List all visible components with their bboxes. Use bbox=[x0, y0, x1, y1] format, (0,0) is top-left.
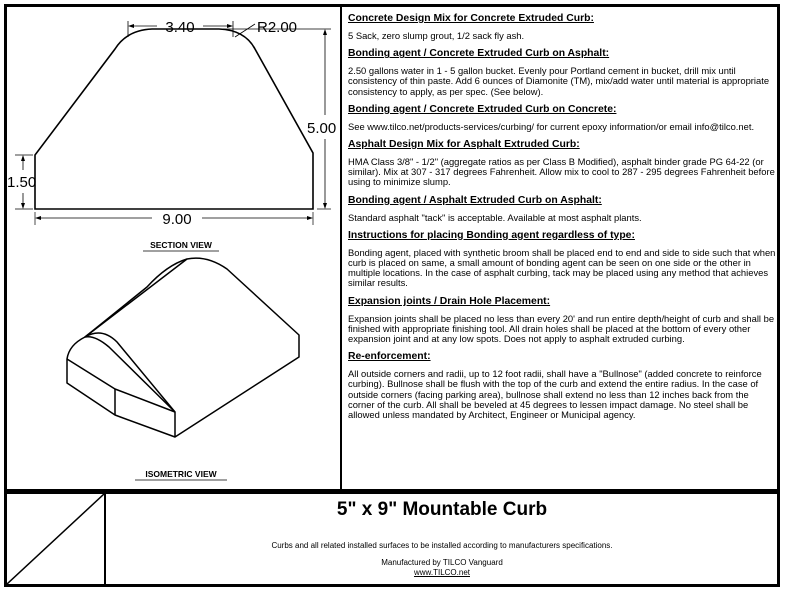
spec-heading: Concrete Design Mix for Concrete Extruded Curb: bbox=[348, 13, 594, 24]
spec-section bbox=[348, 13, 776, 41]
install-note: Curbs and all related installed surfaces to be installed according to manufacturers specifications. bbox=[271, 541, 613, 550]
isometric-curb bbox=[67, 258, 299, 437]
spec-body: Bonding agent, placed with synthetic broom shall be placed end to end and side to side such that when curb is placed on same, a small amount of bonding agent can be seen on one side or the other in multiple locations. In the case of asphalt curbing, tack may be placed using any method that achieves similar results. bbox=[348, 246, 776, 289]
manufacturer: Manufactured by TILCO Vanguard bbox=[381, 558, 503, 567]
spec-section bbox=[348, 139, 776, 188]
spec-heading: Re-enforcement: bbox=[348, 351, 431, 363]
drawing-title: 5" x 9" Mountable Curb bbox=[336, 499, 548, 520]
spec-section bbox=[348, 104, 776, 132]
spec-section bbox=[348, 230, 776, 289]
spec-body: 5 Sack, zero slump grout, 1/2 sack fly ash. bbox=[348, 30, 525, 41]
title-block bbox=[7, 494, 777, 584]
spec-heading: Bonding agent / Asphalt Extruded Curb on Asphalt: bbox=[348, 194, 602, 206]
spec-body: See www.tilco.net/products-services/curbing/ for current epoxy information/or email info@tilco.net. bbox=[348, 120, 755, 132]
vertical-divider bbox=[340, 7, 342, 489]
isometric-view-label: ISOMETRIC VIEW bbox=[145, 469, 217, 479]
dim-side-height: 1.50 bbox=[7, 174, 37, 191]
spec-heading: Bonding agent / Concrete Extruded Curb on Concrete: bbox=[348, 103, 617, 115]
section-view-label: SECTION VIEW bbox=[150, 240, 212, 250]
spec-section bbox=[348, 195, 776, 223]
spec-heading: Bonding agent / Concrete Extruded Curb on Asphalt: bbox=[348, 48, 610, 60]
section-profile bbox=[35, 29, 313, 209]
dim-radius: R2.00 bbox=[257, 19, 298, 36]
spec-body: 2.50 gallons water in 1 - 5 gallon bucket. Evenly pour Portland cement in bucket, drill mix until consistency of thin paste. Add 6 ounces of Diamonite (TM), mix/add water until material is appropriate consistency to apply, as per spec. (See below). bbox=[348, 65, 770, 97]
diagonal-line bbox=[7, 494, 104, 584]
website-link[interactable]: www.TILCO.net bbox=[413, 568, 470, 577]
spec-heading: Expansion joints / Drain Hole Placement: bbox=[348, 295, 551, 307]
spec-section bbox=[348, 296, 776, 345]
spec-section bbox=[348, 48, 776, 97]
spec-body: HMA Class 3/8" - 1/2" (aggregate ratios as per Class B Modified), asphalt binder grade PG 64-22 (or similar). Mix at 307 - 317 degrees Fahrenheit. Allow mix to cool to 287 - 295 degrees Fahrenheit before using to minimize slump. bbox=[348, 156, 775, 188]
spec-heading: Asphalt Design Mix for Asphalt Extruded Curb: bbox=[348, 139, 580, 151]
dim-height: 5.00 bbox=[307, 120, 337, 137]
curb-drawing bbox=[7, 7, 340, 489]
title-block-diagonal-cell bbox=[7, 494, 106, 584]
spec-body: All outside corners and radii, up to 12 foot radii, shall have a "Bullnose" (added concrete to reinforce curbing). Bullnose shall be flush with the top of the curb and extend the entire radius. In the case of outside corners (facing parking area), bullnose shall extend no less than 12 inches back from the corner of the curb. All shall be beveled at 45 degrees to lessen impact damage. No steel shall be allowed unless mandated by Architect, Engineer or Municipal agency. bbox=[348, 368, 762, 421]
drawing-sheet bbox=[4, 4, 780, 587]
spec-body: Expansion joints shall be placed no less than every 20' and run entire depth/height of curb and shall be finished with appropriate finishing tool. All drain holes shall be placed at the bottom of every other expansion joint and at any low spots. Does not apply to asphalt extruded curbing. bbox=[348, 312, 775, 345]
dim-top-width: 3.40 bbox=[165, 19, 195, 36]
dim-base-width: 9.00 bbox=[162, 211, 192, 228]
spec-body: Standard asphalt "tack" is acceptable. Available at most asphalt plants. bbox=[348, 211, 642, 223]
title-block-main bbox=[107, 494, 777, 584]
curb-drawing-svg bbox=[7, 7, 340, 489]
spec-section bbox=[348, 351, 776, 420]
spec-heading: Instructions for placing Bonding agent regardless of type: bbox=[348, 229, 635, 241]
spec-notes bbox=[348, 13, 776, 487]
